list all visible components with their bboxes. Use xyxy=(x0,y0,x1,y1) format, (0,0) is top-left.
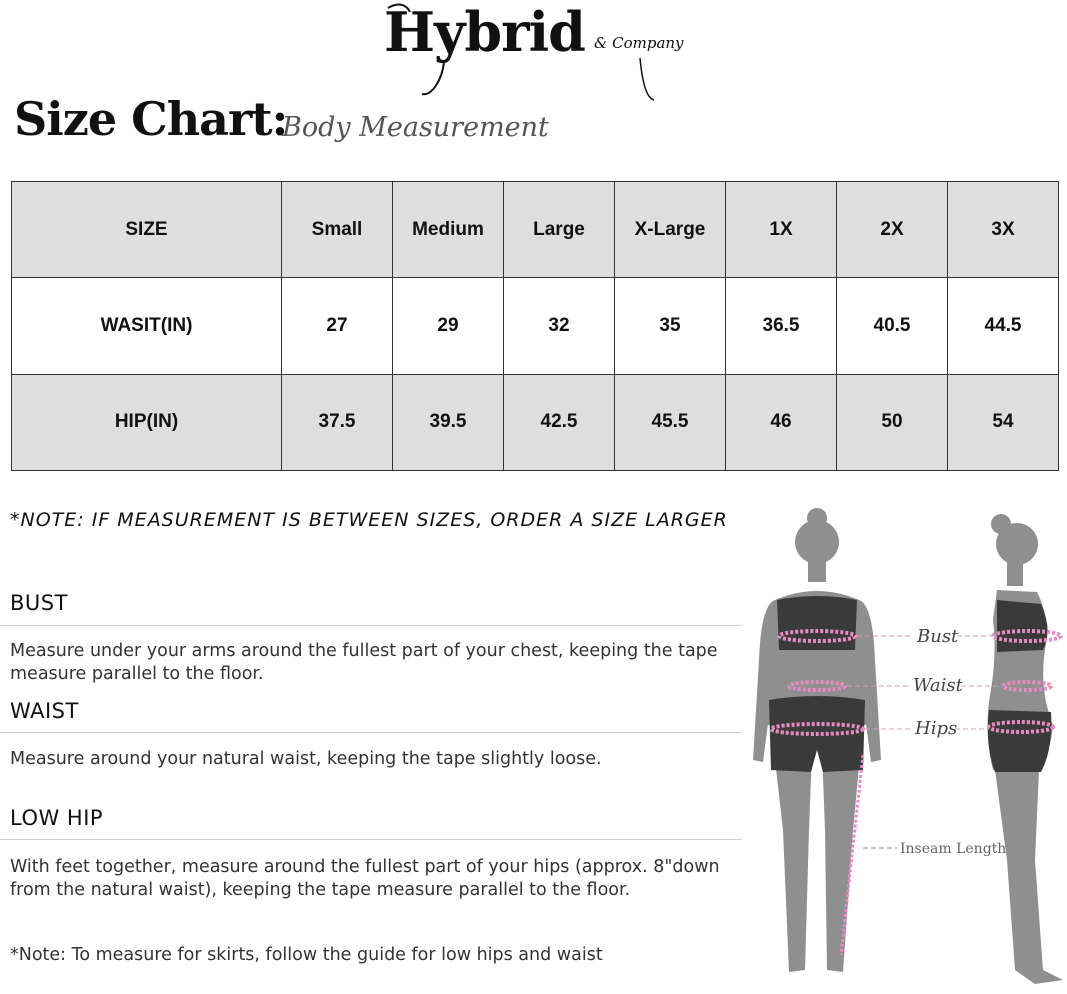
table-cell: 27 xyxy=(282,278,393,374)
table-header-cell: Small xyxy=(282,182,393,278)
label-bust: Bust xyxy=(917,626,959,647)
table-cell: 29 xyxy=(393,278,504,374)
section-text-bust: Measure under your arms around the fullest part of your chest, keeping the tape measure parallel to the floor. xyxy=(10,641,718,684)
table-row-hip xyxy=(12,374,1059,470)
table-cell: 54 xyxy=(948,374,1059,470)
table-header-cell: Large xyxy=(504,182,615,278)
table-cell: 36.5 xyxy=(726,278,837,374)
size-note: *NOTE: IF MEASUREMENT IS BETWEEN SIZES, ORDER A SIZE LARGER xyxy=(10,509,728,531)
brand-logo xyxy=(384,0,704,110)
table-cell: 44.5 xyxy=(948,278,1059,374)
table-cell: 46 xyxy=(726,374,837,470)
table-cell: 42.5 xyxy=(504,374,615,470)
table-row-label: HIP(IN) xyxy=(12,374,282,470)
section-title-waist: WAIST xyxy=(10,699,79,723)
table-header-cell: 2X xyxy=(837,182,948,278)
table-cell: 50 xyxy=(837,374,948,470)
table-header-cell: Medium xyxy=(393,182,504,278)
table-header-cell: SIZE xyxy=(12,182,282,278)
skirt-note: *Note: To measure for skirts, follow the guide for low hips and waist xyxy=(10,945,603,965)
table-header-cell: 3X xyxy=(948,182,1059,278)
side-body-silhouette xyxy=(987,514,1063,984)
table-cell: 40.5 xyxy=(837,278,948,374)
page-title: Size Chart: xyxy=(14,92,288,146)
label-waist: Waist xyxy=(913,675,963,696)
table-cell: 45.5 xyxy=(615,374,726,470)
section-divider xyxy=(0,732,742,733)
table-header-cell: X-Large xyxy=(615,182,726,278)
table-row-label: WASIT(IN) xyxy=(12,278,282,374)
logo-flourish-icon xyxy=(384,0,704,110)
section-divider xyxy=(0,625,742,626)
front-body-silhouette xyxy=(753,508,881,972)
table-cell: 37.5 xyxy=(282,374,393,470)
section-text-low-hip: With feet together, measure around the fullest part of your hips (approx. 8"down from the natural waist), keeping the tape measure parallel to the floor. xyxy=(10,857,720,900)
table-header-row xyxy=(12,182,1059,278)
body-measurement-figure xyxy=(745,500,1067,994)
section-title-low-hip: LOW HIP xyxy=(10,806,104,830)
section-title-bust: BUST xyxy=(10,591,68,615)
label-inseam: Inseam Length xyxy=(900,841,1007,857)
page-subtitle: Body Measurement xyxy=(282,112,549,143)
table-header-cell: 1X xyxy=(726,182,837,278)
table-cell: 32 xyxy=(504,278,615,374)
label-hips: Hips xyxy=(915,718,958,739)
section-divider xyxy=(0,839,742,840)
section-text-waist: Measure around your natural waist, keeping the tape slightly loose. xyxy=(10,749,602,769)
brand-suffix: & Company xyxy=(594,34,684,52)
table-cell: 35 xyxy=(615,278,726,374)
size-table xyxy=(11,181,1059,471)
table-cell: 39.5 xyxy=(393,374,504,470)
table-row-waist xyxy=(12,278,1059,374)
brand-name: Hybrid xyxy=(384,0,585,64)
